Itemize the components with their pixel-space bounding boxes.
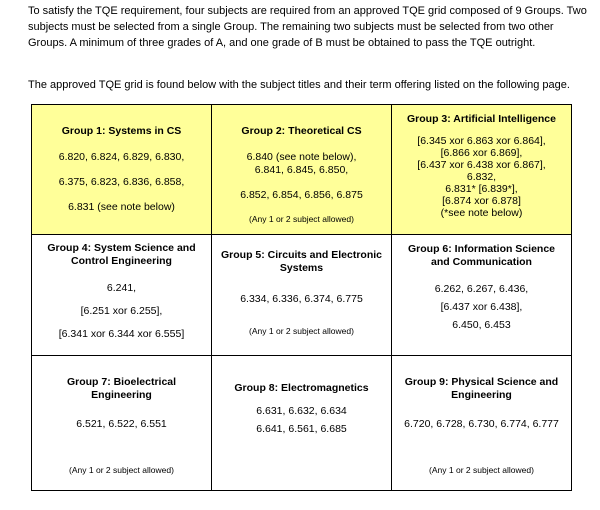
- subject-line: 6.831 (see note below): [68, 201, 175, 213]
- group-title: Group 5: Circuits and Electronic Systems: [220, 249, 383, 274]
- allowed-note: (Any 1 or 2 subject allowed): [69, 465, 174, 475]
- subject-line: 6.852, 6.854, 6.856, 6.875: [240, 189, 363, 201]
- subject-line: 6.841, 6.845, 6.850,: [254, 164, 349, 176]
- subject-line: [6.866 xor 6.869],: [440, 147, 523, 159]
- subject-line: 6.241,: [106, 282, 137, 294]
- group-title: Group 8: Electromagnetics: [234, 382, 369, 394]
- group-4-cell: [32, 235, 212, 356]
- tqe-grid: [31, 104, 572, 491]
- subject-line: [6.874 xor 6.878]: [442, 195, 521, 207]
- group-6-cell: [392, 235, 572, 356]
- subject-line: [6.437 xor 6.438],: [440, 301, 523, 313]
- subject-line: (*see note below): [440, 207, 523, 219]
- subject-line: [6.345 xor 6.863 xor 6.864],: [417, 135, 546, 147]
- group-9-cell: [392, 356, 572, 491]
- subject-line: 6.832,: [466, 171, 497, 183]
- group-2-cell: [212, 105, 392, 235]
- subject-line: 6.840 (see note below),: [246, 151, 357, 163]
- group-title: Group 3: Artificial Intelligence: [407, 113, 556, 125]
- subject-line: 6.521, 6.522, 6.551: [76, 418, 167, 430]
- group-5-cell: [212, 235, 392, 356]
- group-title: Group 6: Information Science and Communication: [407, 243, 556, 268]
- subject-line: [6.251 xor 6.255],: [80, 305, 163, 317]
- group-title: Group 2: Theoretical CS: [241, 125, 362, 137]
- allowed-note: (Any 1 or 2 subject allowed): [249, 326, 354, 336]
- allowed-note: (Any 1 or 2 subject allowed): [249, 214, 354, 224]
- group-title: Group 1: Systems in CS: [61, 125, 182, 137]
- subject-line: 6.334, 6.336, 6.374, 6.775: [240, 293, 363, 305]
- subject-line: 6.375, 6.823, 6.836, 6.858,: [58, 176, 185, 188]
- intro-paragraph: To satisfy the TQE requirement, four subjects are required from an approved TQE grid composed of 9 Groups. Two subjects must be selected from a single Group. The remaining two subjects must be selected from two other Groups. A minimum of three grades of A, and one grade of B must be obtained to pass the TQE outright.: [28, 5, 587, 49]
- subject-line: 6.641, 6.561, 6.685: [256, 423, 347, 435]
- intro-paragraph-2: The approved TQE grid is found below with the subject titles and their term offering listed on the following page.: [28, 79, 570, 91]
- group-3-cell: [392, 105, 572, 235]
- subject-line: 6.262, 6.267, 6.436,: [434, 283, 529, 295]
- group-8-cell: [212, 356, 392, 491]
- subject-line: 6.450, 6.453: [452, 319, 511, 331]
- group-title: Group 4: System Science and Control Engineering: [47, 242, 196, 267]
- subject-line: 6.720, 6.728, 6.730, 6.774, 6.777: [404, 418, 559, 430]
- group-7-cell: [32, 356, 212, 491]
- group-title: Group 9: Physical Science and Engineering: [404, 376, 559, 401]
- group-1-cell: [32, 105, 212, 235]
- subject-line: [6.341 xor 6.344 xor 6.555]: [58, 328, 185, 340]
- subject-line: 6.820, 6.824, 6.829, 6.830,: [58, 151, 185, 163]
- group-title: Group 7: Bioelectrical Engineering: [66, 376, 177, 401]
- subject-line: [6.437 xor 6.438 xor 6.867],: [417, 159, 546, 171]
- subject-line: 6.631, 6.632, 6.634: [256, 405, 347, 417]
- subject-line: 6.831* [6.839*],: [445, 183, 518, 195]
- allowed-note: (Any 1 or 2 subject allowed): [429, 465, 534, 475]
